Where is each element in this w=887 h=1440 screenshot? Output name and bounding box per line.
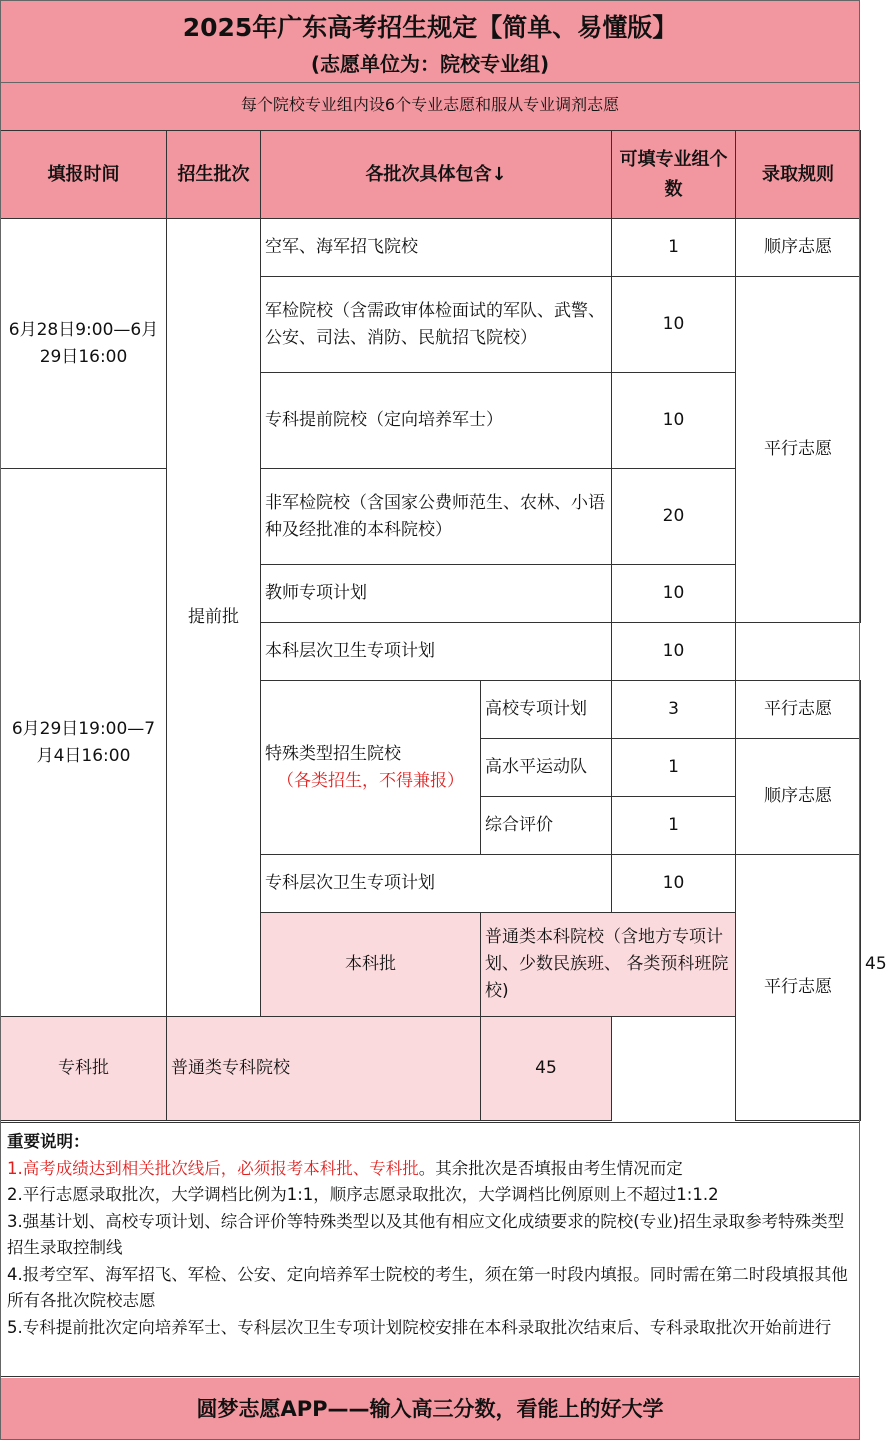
note-1-emphasis: 1.高考成绩达到相关批次线后，必须报考本科批、专科批	[7, 1158, 419, 1178]
row7-content: 专科层次卫生专项计划	[261, 855, 612, 913]
special-type	[261, 681, 481, 855]
admission-table: 填报时间 招生批次 各批次具体包含↓ 可填专业组个数 录取规则 6月28日9:00—6月29日16:00 提前批 空军、海军招飞院校 1 顺序志愿 军检院校（含需政审体检面试的军队、武警、公安、司法、消防、民航招飞院校） 10 平行志愿 专科提前院校（定向培养军士） 10 6月29日19:00—7月4日16:00 非军检院校（含国家公费师范生、农林、小语种及经批准的本科院校） 20 教师专项计划 10 本科层次卫生专项计划 10 特殊类型招生院校 （各类招生，不得兼报） 高校专项计划 3 平行志愿 高水平运动队 1 顺序志愿 综合评价 1 专科层次卫生专项计划 10 平行志愿 本科批 普通类本科院校（含地方专项计划、少数民族班、 各类预科班院校) 45 专科批 普通类专科院校 45	[0, 130, 861, 1121]
special1-count: 3	[612, 681, 736, 739]
row5-content: 教师专项计划	[261, 565, 612, 623]
rule-sequential-1: 顺序志愿	[736, 219, 861, 277]
row4-content: 非军检院校（含国家公费师范生、农林、小语种及经批准的本科院校）	[261, 469, 612, 565]
header-count: 可填专业组个数	[612, 131, 736, 219]
divider	[0, 82, 860, 83]
row9-content: 普通类专科院校	[167, 1017, 481, 1121]
rule-parallel-3: 平行志愿	[736, 855, 861, 1121]
special3-content: 综合评价	[481, 797, 612, 855]
page-title: 2025年广东高考招生规定【简单、易懂版】	[182, 13, 678, 42]
batch-early: 提前批	[167, 219, 261, 1017]
row3-count: 10	[612, 373, 736, 469]
header-batch: 招生批次	[167, 131, 261, 219]
note-1	[7, 1156, 853, 1183]
notes-heading: 重要说明：	[7, 1132, 90, 1151]
intro-text: 每个院校专业组内设6个专业志愿和服从专业调剂志愿	[240, 95, 620, 114]
time-second: 6月29日19:00—7月4日16:00	[1, 469, 167, 1017]
rule-parallel-2: 平行志愿	[736, 681, 861, 739]
row3-content: 专科提前院校（定向培养军士）	[261, 373, 612, 469]
special3-count: 1	[612, 797, 736, 855]
note-1-rest: 。其余批次是否填报由考生情况而定	[418, 1158, 683, 1178]
note-4: 4.报考空军、海军招飞、军检、公安、定向培养军士院校的考生，须在第一时段内填报。同时需在第二时段填报其他所有各批次院校志愿	[7, 1264, 848, 1310]
page-subtitle: (志愿单位为：院校专业组)	[310, 52, 550, 76]
special2-count: 1	[612, 739, 736, 797]
footer-banner: 圆梦志愿APP——输入高三分数，看能上的好大学	[0, 1378, 860, 1440]
row2-count: 10	[612, 277, 736, 373]
special2-content: 高水平运动队	[481, 739, 612, 797]
row6-content: 本科层次卫生专项计划	[261, 623, 612, 681]
header-rule: 录取规则	[736, 131, 861, 219]
row4-count: 20	[612, 469, 736, 565]
rule-parallel-1: 平行志愿	[736, 277, 861, 623]
row2-content: 军检院校（含需政审体检面试的军队、武警、公安、司法、消防、民航招飞院校）	[261, 277, 612, 373]
title-banner	[0, 0, 860, 130]
batch-college: 专科批	[1, 1017, 167, 1121]
time-first: 6月28日9:00—6月29日16:00	[1, 219, 167, 469]
header-content: 各批次具体包含↓	[261, 131, 612, 219]
batch-undergrad: 本科批	[261, 913, 481, 1017]
row1-count: 1	[612, 219, 736, 277]
row5-count: 10	[612, 565, 736, 623]
special-label: 特殊类型招生院校	[265, 743, 401, 764]
row6-count: 10	[612, 623, 736, 681]
note-2: 2.平行志愿录取批次，大学调档比例为1:1，顺序志愿录取批次，大学调档比例原则上不超过1:1.2	[7, 1185, 719, 1204]
note-5: 5.专科提前批次定向培养军士、专科层次卫生专项计划院校安排在本科录取批次结束后、专科录取批次开始前进行	[7, 1317, 832, 1337]
note-3: 3.强基计划、高校专项计划、综合评价等特殊类型以及其他有相应文化成绩要求的院校(专业)招生录取参考特殊类型招生录取控制线	[7, 1211, 845, 1257]
row1-content: 空军、海军招飞院校	[261, 219, 612, 277]
row7-count: 10	[612, 855, 736, 913]
special-note: （各类招生，不得兼报）	[277, 770, 464, 791]
notes-section	[0, 1122, 860, 1377]
row9-count: 45	[481, 1017, 612, 1121]
special1-content: 高校专项计划	[481, 681, 612, 739]
rule-sequential-2: 顺序志愿	[736, 739, 861, 855]
header-time: 填报时间	[1, 131, 167, 219]
row8-content: 普通类本科院校（含地方专项计划、少数民族班、 各类预科班院校)	[481, 913, 736, 1017]
